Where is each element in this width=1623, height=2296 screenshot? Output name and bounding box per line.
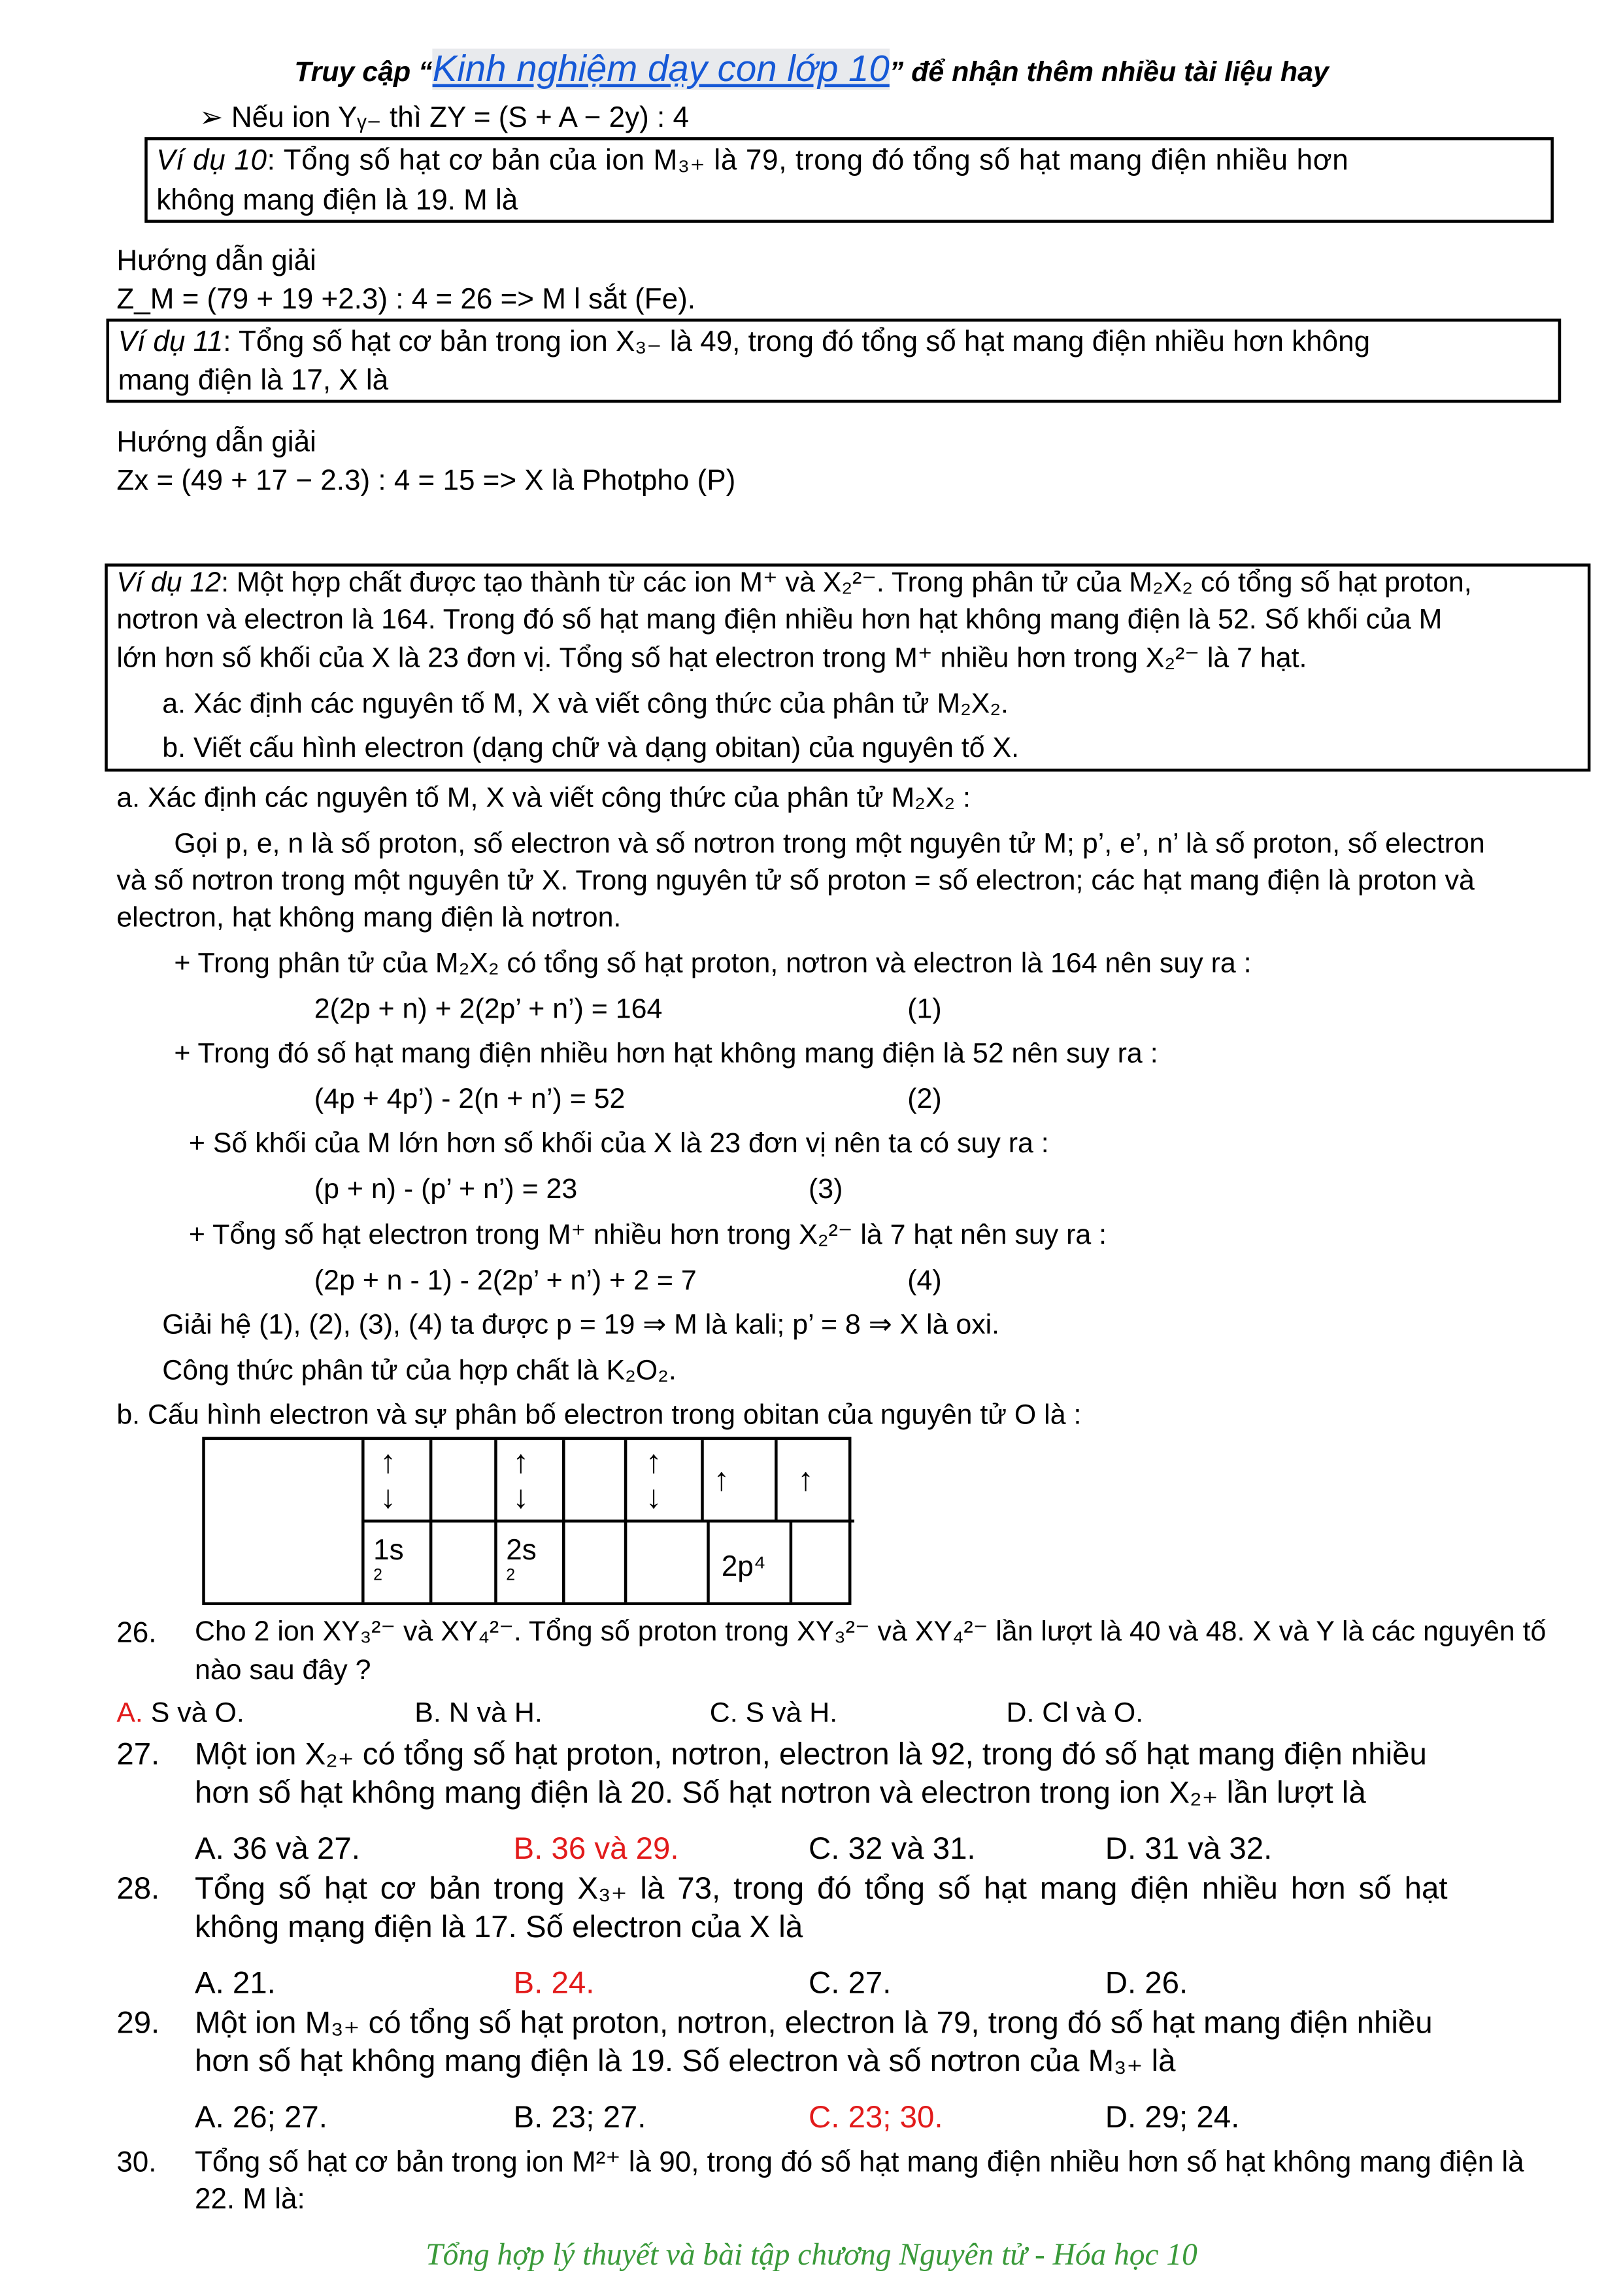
answer-d[interactable]: D. 26. [1105,1966,1188,2001]
header-prefix: Truy cập “ [294,58,433,89]
answer-a[interactable]: A. 36 và 27. [194,1832,360,1867]
divider [361,1440,365,1602]
equation: (p + n) - (p’ + n’) = 23 [314,1174,578,1206]
example-11-line2: mang điện là 17, X là [118,364,389,397]
spin-up-icon: ↑ [380,1442,397,1480]
answer-d[interactable]: D. 29; 24. [1105,2101,1240,2135]
orbital-label: 2s [506,1534,537,1567]
example-10-line1 [156,142,1348,180]
solution-10-text: Z_M = (79 + 19 +2.3) : 4 = 26 => M l sắt (Fe). [116,283,695,316]
example-label: Ví dụ 11 [118,325,224,359]
orbital-label: 2p⁴ [721,1550,766,1584]
solution-paragraph: và số nơtron trong một nguyên tử X. Trong nguyên tử số proton = số electron; các hạt mang điện là proton và [116,866,1475,897]
equation: 2(2p + n) + 2(2p’ + n’) = 164 [314,994,663,1025]
bullet-line [199,99,689,137]
step-text: + Trong phân tử của M₂X₂ có tổng số hạt proton, nơtron và electron là 164 nên suy ra : [174,948,1252,980]
question-text: nào sau đây ? [194,1655,371,1687]
example-12-line1 [116,565,1471,604]
solution-title: Hướng dẫn giải [116,244,316,278]
equation-number: (4) [907,1265,942,1297]
spin-down-icon: ↓ [645,1478,662,1516]
spin-up-icon: ↑ [512,1442,529,1480]
answer-c-correct[interactable]: C. 23; 30. [809,2101,943,2135]
example-11-line1 [118,323,1371,361]
question-number: 30. [116,2146,157,2180]
bullet-text: Nếu ion Yᵧ₋ thì ZY = (S + A − 2y) : 4 [231,101,689,135]
orbital-label: 1s [373,1534,404,1567]
answer-b-correct[interactable]: B. 36 và 29. [513,1832,679,1867]
answer-d[interactable]: D. Cl và O. [1006,1698,1144,1729]
header-link[interactable]: Kinh nghiệm dạy con lớp 10 [432,48,890,90]
question-number: 26. [116,1617,157,1650]
question-text: Tổng số hạt cơ bản trong ion M²⁺ là 90, trong đó số hạt mang điện nhiều hơn số hạt không mang điện là [194,2146,1524,2180]
divider [429,1440,433,1602]
step-text: + Trong đó số hạt mang điện nhiều hơn hạt không mang điện là 52 nên suy ra : [174,1039,1158,1070]
example-12-line3: lớn hơn số khối của X là 23 đơn vị. Tổng số hạt electron trong M⁺ nhiều hơn trong X₂²⁻ là 7 hạt. [116,643,1307,674]
answer-b-correct[interactable]: B. 24. [513,1966,595,2001]
question-text: không mạng điện là 17. Số electron của X là [194,1910,803,1945]
example-text: : Một hợp chất được tạo thành từ các ion M⁺ và X₂²⁻. Trong phân tử của M₂X₂ có tổng số hạt proton, [221,568,1472,599]
question-text: hơn số hạt không mang điện là 20. Số hạt nơtron và electron trong ion X₂₊ lần lượt là [194,1776,1366,1810]
header-banner [0,50,1623,93]
answer-b[interactable]: B. N và H. [414,1698,543,1729]
example-label: Ví dụ 10 [156,144,267,177]
question-text: Một ion X₂₊ có tổng số hạt proton, nơtron, electron là 92, trong đó số hạt mang điện nhiều [194,1738,1427,1772]
divider [624,1440,627,1602]
answer-c[interactable]: C. 32 và 31. [809,1832,976,1867]
divider [494,1440,497,1602]
answer-b[interactable]: B. 23; 27. [513,2101,646,2135]
answer-a[interactable]: A. 21. [194,1966,276,2001]
equation: (2p + n - 1) - 2(2p’ + n’) + 2 = 7 [314,1265,697,1297]
question-number: 27. [116,1738,160,1772]
solution-title: Hướng dẫn giải [116,426,316,459]
step-text: + Số khối của M lớn hơn số khối của X là 23 đơn vị nên ta có suy ra : [188,1128,1049,1160]
example-12-line2: nơtron và electron là 164. Trong đó số hạt mang điện nhiều hơn hạt không mang điện là 52. Số khối của M [116,605,1443,636]
divider [562,1440,565,1602]
answer-d[interactable]: D. 31 và 32. [1105,1832,1273,1867]
divider [701,1440,704,1520]
example-12-part-a: a. Xác định các nguyên tố M, X và viết công thức của phân tử M₂X₂. [162,689,1009,720]
spin-up-icon: ↑ [645,1442,662,1480]
example-text: : Tổng số hạt cơ bản của ion M₃₊ là 79, trong đó tổng số hạt mang điện nhiều hơn [267,144,1349,177]
step-text: + Tổng số hạt electron trong M⁺ nhiều hơn trong X₂²⁻ là 7 hạt nên suy ra : [188,1220,1107,1252]
solution-paragraph: electron, hạt không mang điện là nơtron. [116,903,622,934]
divider [775,1440,778,1520]
example-label: Ví dụ 12 [116,568,222,599]
answer-a[interactable]: A. 26; 27. [194,2101,327,2135]
question-text: hơn số hạt không mang điện là 19. Số electron và số nơtron của M₃₊ là [194,2044,1176,2079]
solution-paragraph: Gọi p, e, n là số proton, số electron và số nơtron trong một nguyên tử M; p’, e’, n’ là số proton, số electron [174,829,1485,861]
example-12-part-b: b. Viết cấu hình electron (dạng chữ và dạng obitan) của nguyên tố X. [162,733,1020,765]
result-text: Công thức phân tử của hợp chất là K₂O₂. [162,1356,677,1387]
answer-text: S và O. [150,1698,244,1729]
spin-up-icon: ↑ [713,1460,730,1498]
divider [361,1520,854,1523]
answer-a[interactable] [116,1695,244,1734]
orbital-count: 2 [506,1567,516,1585]
spin-up-icon: ↑ [797,1460,814,1498]
question-text: Một ion M₃₊ có tổng số hạt proton, nơtron, electron là 79, trong đó số hạt mang điện nhiều [194,2006,1433,2040]
equation-number: (2) [907,1084,942,1116]
spin-down-icon: ↓ [512,1478,529,1516]
solution-11-text: Zx = (49 + 17 − 2.3) : 4 = 15 => X là Photpho (P) [116,465,736,497]
orbital-diagram [202,1437,851,1605]
spin-down-icon: ↓ [380,1478,397,1516]
question-text: Tổng số hạt cơ bản trong X₃₊ là 73, trong đó tổng số hạt mang điện nhiều hơn số hạt [194,1872,1448,1906]
divider [707,1520,710,1602]
equation: (4p + 4p’) - 2(n + n’) = 52 [314,1084,626,1116]
divider [790,1520,793,1602]
arrow-bullet-icon: ➢ [199,101,231,135]
equation-number: (3) [809,1174,843,1206]
header-suffix: ” để nhận thêm nhiều tài liệu hay [889,58,1329,89]
question-text: 22. M là: [194,2183,305,2216]
question-number: 29. [116,2006,160,2040]
example-10-line2: không mang điện là 19. M là [156,184,518,217]
answer-c[interactable]: C. 27. [809,1966,892,2001]
equation-number: (1) [907,994,942,1025]
page-footer: Tổng hợp lý thuyết và bài tập chương Nguyên tử - Hóa học 10 [426,2237,1197,2272]
example-text: : Tổng số hạt cơ bản trong ion X₃₋ là 49, trong đó tổng số hạt mang điện nhiều hơn không [223,325,1371,359]
question-text: Cho 2 ion XY₃²⁻ và XY₄²⁻. Tổng số proton trong XY₃²⁻ và XY₄²⁻ lần lượt là 40 và 48. X và Y là các nguyên tố [194,1617,1547,1648]
solution-b-title: b. Cấu hình electron và sự phân bố electron trong obitan của nguyên tử O là : [116,1400,1082,1431]
solution-a-title: a. Xác định các nguyên tố M, X và viết công thức của phân tử M₂X₂ : [116,783,971,815]
orbital-count: 2 [373,1567,382,1585]
answer-letter: A. [116,1698,143,1729]
answer-c[interactable]: C. S và H. [709,1698,838,1729]
result-text: Giải hệ (1), (2), (3), (4) ta được p = 19 ⇒ M là kali; p’ = 8 ⇒ X là oxi. [162,1310,1000,1341]
question-number: 28. [116,1872,160,1906]
